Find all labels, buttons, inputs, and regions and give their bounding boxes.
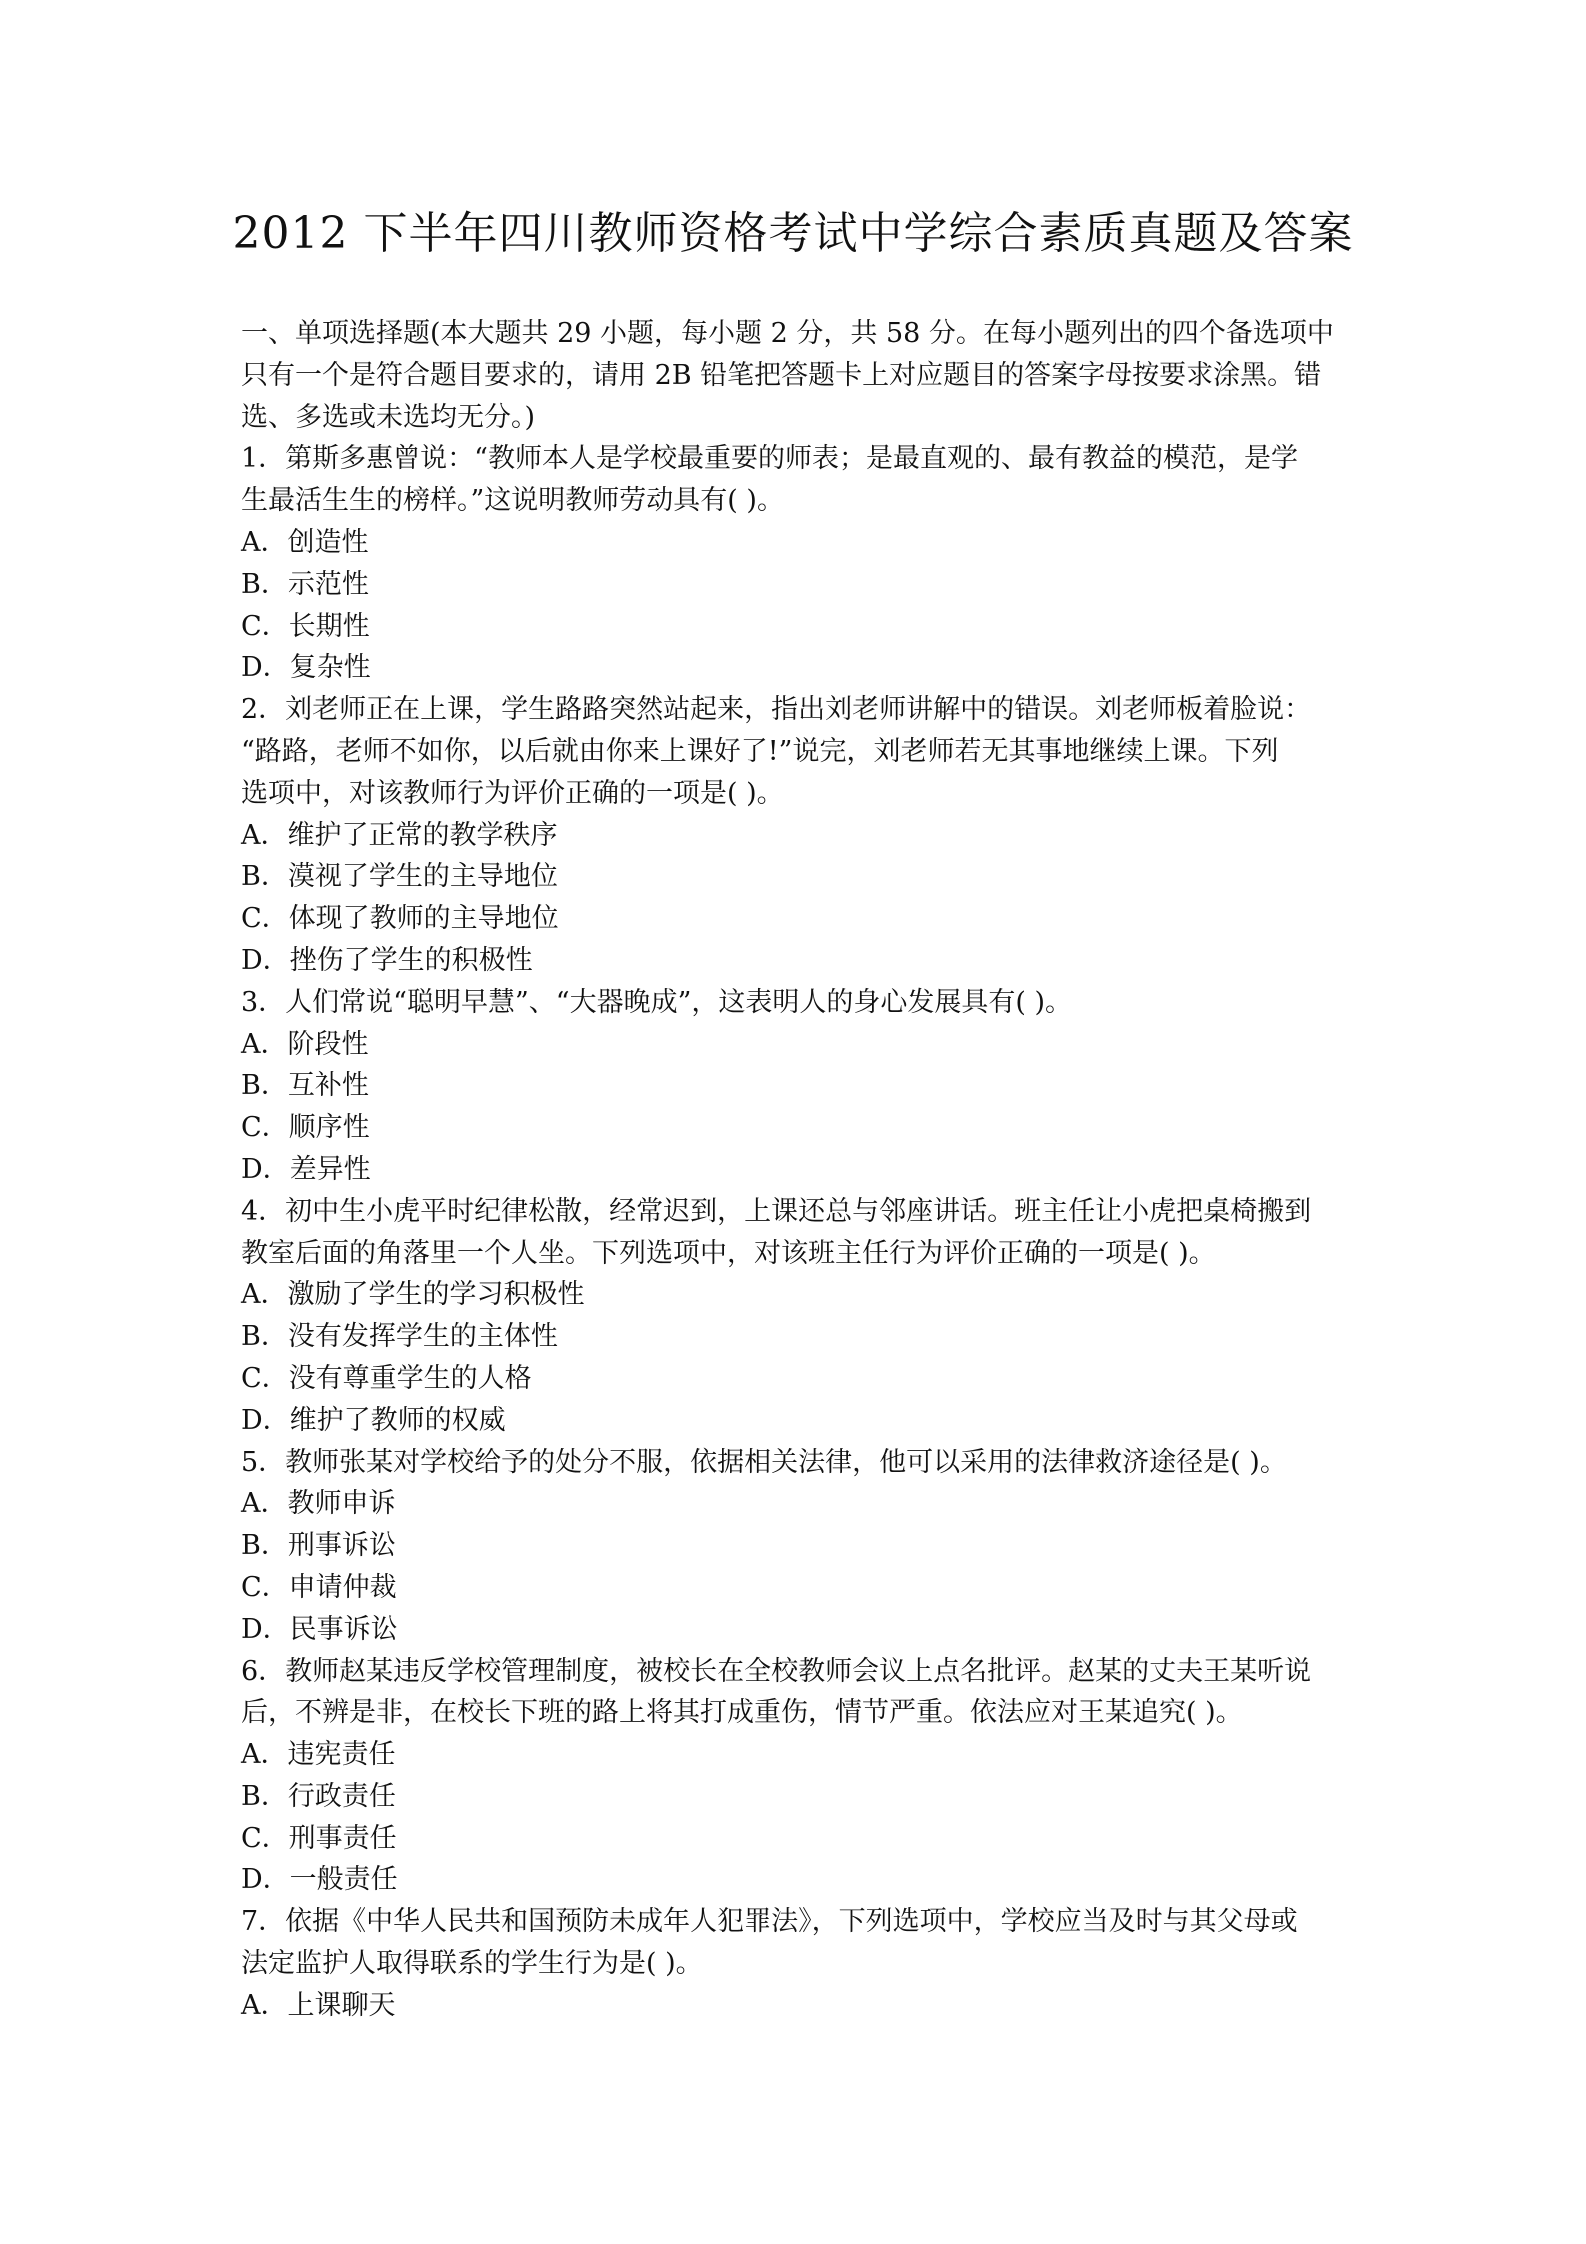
question-1-option-c: C．长期性 <box>241 610 370 642</box>
question-2-line-2: “路路，老师不如你，以后就由你来上课好了!”说完，刘老师若无其事地继续上课。下列 <box>241 735 1279 767</box>
question-6-option-d: D．一般责任 <box>241 1864 398 1896</box>
question-1-option-b: B．示范性 <box>241 568 369 600</box>
document-title: 2012 下半年四川教师资格考试中学综合素质真题及答案 <box>232 208 1354 259</box>
question-2-option-b: B．漠视了学生的主导地位 <box>241 861 558 893</box>
question-3-option-d: D．差异性 <box>241 1153 371 1185</box>
question-5-option-d: D．民事诉讼 <box>241 1613 398 1645</box>
question-4-line-1: 4．初中生小虎平时纪律松散，经常迟到，上课还总与邻座讲话。班主任让小虎把桌椅搬到 <box>241 1195 1312 1227</box>
question-5-option-b: B．刑事诉讼 <box>241 1530 396 1562</box>
question-1-line-1: 1．第斯多惠曾说：“教师本人是学校最重要的师表；是最直观的、最有教益的模范，是学 <box>241 443 1298 475</box>
question-4-line-2: 教室后面的角落里一个人坐。下列选项中，对该班主任行为评价正确的一项是( )。 <box>241 1237 1216 1269</box>
question-2-line-3: 选项中，对该教师行为评价正确的一项是( )。 <box>241 777 784 809</box>
section-instructions-line-1: 一、单项选择题(本大题共 29 小题，每小题 2 分，共 58 分。在每小题列出的四个备选项中 <box>241 318 1334 349</box>
question-5-option-c: C．申请仲裁 <box>241 1571 397 1603</box>
question-3-line-1: 3．人们常说“聪明早慧”、“大器晚成”，这表明人的身心发展具有( )。 <box>241 986 1073 1018</box>
question-1-option-a: A．创造性 <box>241 526 369 558</box>
question-5-line-1: 5．教师张某对学校给予的处分不服，依据相关法律，他可以采用的法律救济途径是( )。 <box>241 1446 1287 1478</box>
question-4-option-b: B．没有发挥学生的主体性 <box>241 1321 558 1353</box>
question-3-option-b: B．互补性 <box>241 1070 369 1102</box>
question-5-option-a: A．教师申诉 <box>241 1488 396 1520</box>
question-6-option-a: A．违宪责任 <box>241 1739 396 1771</box>
document-body <box>241 313 1356 2027</box>
question-6-line-1: 6．教师赵某违反学校管理制度，被校长在全校教师会议上点名批评。赵某的丈夫王某听说 <box>241 1655 1312 1687</box>
question-4-option-a: A．激励了学生的学习积极性 <box>241 1279 585 1311</box>
question-1-line-2: 生最活生生的榜样。”这说明教师劳动具有( )。 <box>241 485 784 517</box>
question-3-option-c: C．顺序性 <box>241 1112 370 1144</box>
question-3-option-a: A．阶段性 <box>241 1028 369 1060</box>
section-instructions-line-3: 选、多选或未选均无分。) <box>241 401 536 433</box>
question-2-line-1: 2．刘老师正在上课，学生路路突然站起来，指出刘老师讲解中的错误。刘老师板着脸说： <box>241 694 1312 726</box>
question-7-option-a: A．上课聊天 <box>241 1989 396 2021</box>
question-7-line-2: 法定监护人取得联系的学生行为是( )。 <box>241 1948 703 1980</box>
question-6-option-c: C．刑事责任 <box>241 1822 397 1854</box>
question-1-option-d: D．复杂性 <box>241 652 371 684</box>
question-2-option-a: A．维护了正常的教学秩序 <box>241 819 558 851</box>
question-6-line-2: 后，不辨是非，在校长下班的路上将其打成重伤，情节严重。依法应对王某追究( )。 <box>241 1697 1243 1729</box>
question-4-option-c: C．没有尊重学生的人格 <box>241 1362 532 1394</box>
section-instructions-line-2: 只有一个是符合题目要求的，请用 2B 铅笔把答题卡上对应题目的答案字母按要求涂黑。错 <box>241 359 1322 391</box>
question-2-option-d: D．挫伤了学生的积极性 <box>241 944 533 976</box>
question-7-line-1: 7．依据《中华人民共和国预防未成年人犯罪法》，下列选项中，学校应当及时与其父母或 <box>241 1906 1298 1938</box>
question-2-option-c: C．体现了教师的主导地位 <box>241 903 559 935</box>
question-6-option-b: B．行政责任 <box>241 1780 396 1812</box>
question-4-option-d: D．维护了教师的权威 <box>241 1404 506 1436</box>
